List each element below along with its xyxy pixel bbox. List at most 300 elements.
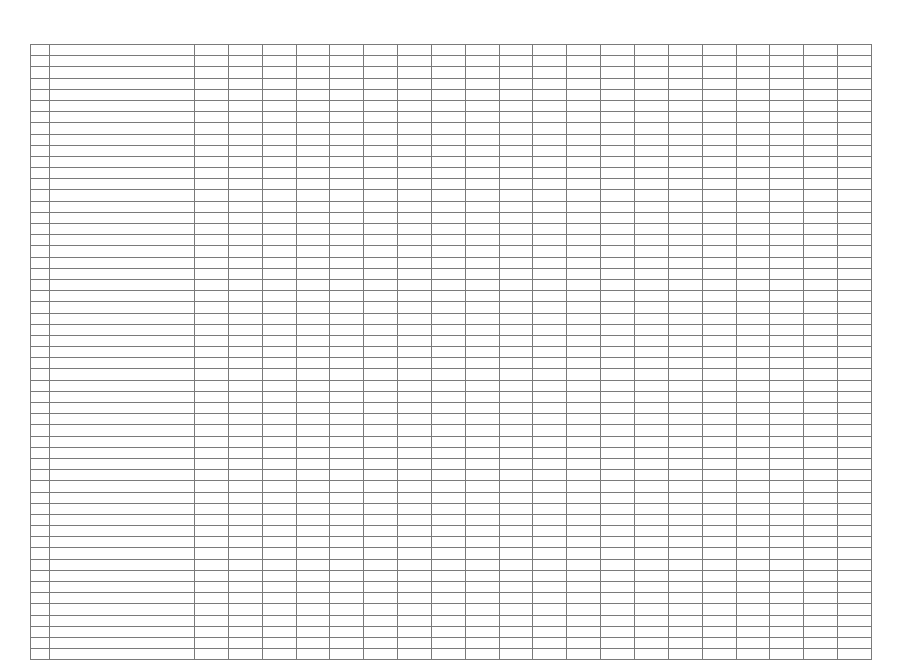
value-cell xyxy=(228,179,262,190)
value-cell xyxy=(736,45,770,56)
value-cell xyxy=(736,291,770,302)
value-cell xyxy=(431,391,465,402)
value-cell xyxy=(364,335,398,346)
value-cell xyxy=(533,89,567,100)
value-cell xyxy=(431,537,465,548)
value-cell xyxy=(567,268,601,279)
value-cell xyxy=(804,481,838,492)
table-row xyxy=(31,145,872,156)
value-cell xyxy=(431,626,465,637)
value-cell xyxy=(770,168,804,179)
value-cell xyxy=(838,156,872,167)
row-number xyxy=(31,279,50,290)
value-cell xyxy=(702,313,736,324)
value-cell xyxy=(499,615,533,626)
value-cell xyxy=(228,56,262,67)
value-cell xyxy=(228,470,262,481)
value-cell xyxy=(330,201,364,212)
value-cell xyxy=(195,235,229,246)
value-cell xyxy=(398,369,432,380)
value-cell xyxy=(465,358,499,369)
value-cell xyxy=(499,156,533,167)
value-cell xyxy=(262,347,296,358)
value-cell xyxy=(431,257,465,268)
value-cell xyxy=(736,168,770,179)
value-cell xyxy=(770,436,804,447)
value-cell xyxy=(804,45,838,56)
address-cell xyxy=(50,112,195,123)
value-cell xyxy=(838,403,872,414)
value-cell xyxy=(702,414,736,425)
value-cell xyxy=(330,380,364,391)
value-cell xyxy=(262,548,296,559)
value-cell xyxy=(533,112,567,123)
value-cell xyxy=(838,548,872,559)
value-cell xyxy=(195,548,229,559)
value-cell xyxy=(465,391,499,402)
value-cell xyxy=(262,470,296,481)
table-row xyxy=(31,201,872,212)
row-number xyxy=(31,593,50,604)
value-cell xyxy=(228,548,262,559)
value-cell xyxy=(770,56,804,67)
address-cell xyxy=(50,168,195,179)
value-cell xyxy=(634,470,668,481)
address-cell xyxy=(50,291,195,302)
value-cell xyxy=(668,436,702,447)
value-cell xyxy=(364,279,398,290)
row-number xyxy=(31,89,50,100)
value-cell xyxy=(601,246,635,257)
value-cell xyxy=(195,649,229,660)
value-cell xyxy=(601,604,635,615)
value-cell xyxy=(601,492,635,503)
address-cell xyxy=(50,369,195,380)
value-cell xyxy=(195,313,229,324)
value-cell xyxy=(296,447,330,458)
value-cell xyxy=(262,335,296,346)
value-cell xyxy=(431,615,465,626)
value-cell xyxy=(364,78,398,89)
value-cell xyxy=(533,179,567,190)
value-cell xyxy=(296,179,330,190)
value-cell xyxy=(364,492,398,503)
value-cell xyxy=(262,235,296,246)
value-cell xyxy=(668,514,702,525)
value-cell xyxy=(330,45,364,56)
table-row xyxy=(31,503,872,514)
table-row xyxy=(31,470,872,481)
value-cell xyxy=(499,559,533,570)
value-cell xyxy=(398,224,432,235)
value-cell xyxy=(770,548,804,559)
table-row xyxy=(31,235,872,246)
value-cell xyxy=(567,190,601,201)
value-cell xyxy=(601,358,635,369)
value-cell xyxy=(330,89,364,100)
value-cell xyxy=(736,548,770,559)
value-cell xyxy=(770,123,804,134)
value-cell xyxy=(296,224,330,235)
value-cell xyxy=(601,425,635,436)
address-cell xyxy=(50,134,195,145)
value-cell xyxy=(364,268,398,279)
value-cell xyxy=(533,503,567,514)
value-cell xyxy=(195,268,229,279)
table-row xyxy=(31,380,872,391)
value-cell xyxy=(364,626,398,637)
value-cell xyxy=(398,268,432,279)
value-cell xyxy=(838,145,872,156)
value-cell xyxy=(364,168,398,179)
value-cell xyxy=(634,324,668,335)
value-cell xyxy=(702,458,736,469)
value-cell xyxy=(195,369,229,380)
value-cell xyxy=(398,626,432,637)
value-cell xyxy=(533,537,567,548)
value-cell xyxy=(838,458,872,469)
value-cell xyxy=(262,526,296,537)
value-cell xyxy=(567,425,601,436)
value-cell xyxy=(634,548,668,559)
value-cell xyxy=(702,78,736,89)
row-number xyxy=(31,425,50,436)
value-cell xyxy=(634,89,668,100)
table-row xyxy=(31,548,872,559)
value-cell xyxy=(262,291,296,302)
value-cell xyxy=(398,582,432,593)
value-cell xyxy=(228,369,262,380)
row-number xyxy=(31,313,50,324)
value-cell xyxy=(228,235,262,246)
value-cell xyxy=(431,380,465,391)
value-cell xyxy=(770,324,804,335)
value-cell xyxy=(398,403,432,414)
value-cell xyxy=(838,425,872,436)
value-cell xyxy=(262,615,296,626)
value-cell xyxy=(431,100,465,111)
value-cell xyxy=(567,559,601,570)
value-cell xyxy=(668,56,702,67)
value-cell xyxy=(838,246,872,257)
value-cell xyxy=(736,369,770,380)
row-number xyxy=(31,145,50,156)
value-cell xyxy=(601,537,635,548)
value-cell xyxy=(634,481,668,492)
value-cell xyxy=(499,481,533,492)
value-cell xyxy=(702,190,736,201)
value-cell xyxy=(804,302,838,313)
value-cell xyxy=(228,425,262,436)
value-cell xyxy=(736,67,770,78)
value-cell xyxy=(296,145,330,156)
value-cell xyxy=(398,335,432,346)
value-cell xyxy=(465,67,499,78)
value-cell xyxy=(465,89,499,100)
value-cell xyxy=(465,268,499,279)
value-cell xyxy=(601,45,635,56)
row-number xyxy=(31,526,50,537)
value-cell xyxy=(330,156,364,167)
table-row xyxy=(31,291,872,302)
value-cell xyxy=(567,637,601,648)
value-cell xyxy=(499,78,533,89)
value-cell xyxy=(770,235,804,246)
table-row xyxy=(31,403,872,414)
value-cell xyxy=(634,414,668,425)
value-cell xyxy=(838,414,872,425)
value-cell xyxy=(228,134,262,145)
value-cell xyxy=(228,257,262,268)
value-cell xyxy=(465,593,499,604)
value-cell xyxy=(465,179,499,190)
value-cell xyxy=(499,89,533,100)
value-cell xyxy=(499,436,533,447)
value-cell xyxy=(567,89,601,100)
value-cell xyxy=(499,537,533,548)
value-cell xyxy=(533,570,567,581)
value-cell xyxy=(702,436,736,447)
value-cell xyxy=(804,637,838,648)
table-row xyxy=(31,447,872,458)
value-cell xyxy=(195,45,229,56)
value-cell xyxy=(431,470,465,481)
document-sheet xyxy=(30,44,872,660)
value-cell xyxy=(736,526,770,537)
value-cell xyxy=(364,481,398,492)
value-cell xyxy=(601,615,635,626)
value-cell xyxy=(736,156,770,167)
value-cell xyxy=(533,514,567,525)
address-cell xyxy=(50,503,195,514)
value-cell xyxy=(702,637,736,648)
value-cell xyxy=(296,526,330,537)
value-cell xyxy=(601,626,635,637)
value-cell xyxy=(567,45,601,56)
value-cell xyxy=(296,291,330,302)
value-cell xyxy=(702,89,736,100)
address-cell xyxy=(50,615,195,626)
value-cell xyxy=(398,89,432,100)
value-cell xyxy=(228,89,262,100)
value-cell xyxy=(668,582,702,593)
table-row xyxy=(31,246,872,257)
value-cell xyxy=(702,447,736,458)
table-row xyxy=(31,425,872,436)
address-cell xyxy=(50,123,195,134)
value-cell xyxy=(364,246,398,257)
value-cell xyxy=(228,100,262,111)
value-cell xyxy=(330,604,364,615)
value-cell xyxy=(702,559,736,570)
row-number xyxy=(31,335,50,346)
value-cell xyxy=(465,347,499,358)
value-cell xyxy=(330,134,364,145)
value-cell xyxy=(838,380,872,391)
value-cell xyxy=(330,291,364,302)
value-cell xyxy=(262,224,296,235)
value-cell xyxy=(601,224,635,235)
value-cell xyxy=(296,190,330,201)
value-cell xyxy=(499,123,533,134)
value-cell xyxy=(296,514,330,525)
address-cell xyxy=(50,436,195,447)
value-cell xyxy=(668,503,702,514)
table-row xyxy=(31,335,872,346)
value-cell xyxy=(465,436,499,447)
value-cell xyxy=(668,190,702,201)
table-row xyxy=(31,358,872,369)
value-cell xyxy=(398,436,432,447)
value-cell xyxy=(533,436,567,447)
value-cell xyxy=(499,45,533,56)
value-cell xyxy=(533,201,567,212)
value-cell xyxy=(702,100,736,111)
value-cell xyxy=(736,324,770,335)
value-cell xyxy=(296,615,330,626)
value-cell xyxy=(364,436,398,447)
value-cell xyxy=(533,67,567,78)
value-cell xyxy=(364,458,398,469)
table-row xyxy=(31,313,872,324)
value-cell xyxy=(702,156,736,167)
value-cell xyxy=(668,369,702,380)
value-cell xyxy=(499,246,533,257)
value-cell xyxy=(736,123,770,134)
value-cell xyxy=(838,168,872,179)
value-cell xyxy=(296,268,330,279)
value-cell xyxy=(702,604,736,615)
table-row xyxy=(31,391,872,402)
value-cell xyxy=(601,503,635,514)
value-cell xyxy=(262,112,296,123)
value-cell xyxy=(668,268,702,279)
value-cell xyxy=(533,56,567,67)
value-cell xyxy=(804,224,838,235)
value-cell xyxy=(804,324,838,335)
value-cell xyxy=(296,503,330,514)
value-cell xyxy=(398,302,432,313)
row-number xyxy=(31,570,50,581)
value-cell xyxy=(195,570,229,581)
table-row xyxy=(31,212,872,223)
value-cell xyxy=(634,156,668,167)
value-cell xyxy=(770,414,804,425)
value-cell xyxy=(838,436,872,447)
value-cell xyxy=(736,414,770,425)
value-cell xyxy=(195,447,229,458)
value-cell xyxy=(736,458,770,469)
value-cell xyxy=(262,212,296,223)
value-cell xyxy=(838,302,872,313)
value-cell xyxy=(228,436,262,447)
value-cell xyxy=(364,89,398,100)
value-cell xyxy=(330,570,364,581)
value-cell xyxy=(702,279,736,290)
value-cell xyxy=(770,335,804,346)
value-cell xyxy=(330,235,364,246)
value-cell xyxy=(634,403,668,414)
data-table-body xyxy=(31,45,872,660)
address-cell xyxy=(50,447,195,458)
value-cell xyxy=(567,369,601,380)
row-number xyxy=(31,257,50,268)
value-cell xyxy=(330,626,364,637)
value-cell xyxy=(601,559,635,570)
value-cell xyxy=(770,425,804,436)
value-cell xyxy=(195,67,229,78)
value-cell xyxy=(431,447,465,458)
value-cell xyxy=(838,470,872,481)
value-cell xyxy=(465,324,499,335)
row-number xyxy=(31,168,50,179)
value-cell xyxy=(770,313,804,324)
value-cell xyxy=(702,470,736,481)
value-cell xyxy=(330,436,364,447)
value-cell xyxy=(838,134,872,145)
value-cell xyxy=(296,470,330,481)
value-cell xyxy=(533,458,567,469)
value-cell xyxy=(330,537,364,548)
value-cell xyxy=(499,279,533,290)
value-cell xyxy=(804,212,838,223)
value-cell xyxy=(364,134,398,145)
value-cell xyxy=(634,649,668,660)
value-cell xyxy=(804,201,838,212)
value-cell xyxy=(330,470,364,481)
value-cell xyxy=(838,279,872,290)
value-cell xyxy=(601,201,635,212)
value-cell xyxy=(262,67,296,78)
value-cell xyxy=(330,503,364,514)
value-cell xyxy=(634,212,668,223)
value-cell xyxy=(567,649,601,660)
value-cell xyxy=(567,458,601,469)
value-cell xyxy=(195,78,229,89)
value-cell xyxy=(195,458,229,469)
value-cell xyxy=(465,403,499,414)
value-cell xyxy=(736,224,770,235)
value-cell xyxy=(668,78,702,89)
table-row xyxy=(31,526,872,537)
value-cell xyxy=(262,190,296,201)
value-cell xyxy=(567,56,601,67)
value-cell xyxy=(364,45,398,56)
value-cell xyxy=(296,593,330,604)
value-cell xyxy=(195,559,229,570)
value-cell xyxy=(770,470,804,481)
value-cell xyxy=(770,212,804,223)
value-cell xyxy=(499,447,533,458)
value-cell xyxy=(398,548,432,559)
value-cell xyxy=(838,89,872,100)
value-cell xyxy=(533,302,567,313)
value-cell xyxy=(465,582,499,593)
value-cell xyxy=(736,268,770,279)
value-cell xyxy=(499,335,533,346)
value-cell xyxy=(228,380,262,391)
value-cell xyxy=(736,436,770,447)
table-row xyxy=(31,190,872,201)
value-cell xyxy=(770,559,804,570)
value-cell xyxy=(736,481,770,492)
value-cell xyxy=(465,212,499,223)
value-cell xyxy=(668,604,702,615)
value-cell xyxy=(465,235,499,246)
value-cell xyxy=(838,649,872,660)
value-cell xyxy=(668,347,702,358)
value-cell xyxy=(364,347,398,358)
